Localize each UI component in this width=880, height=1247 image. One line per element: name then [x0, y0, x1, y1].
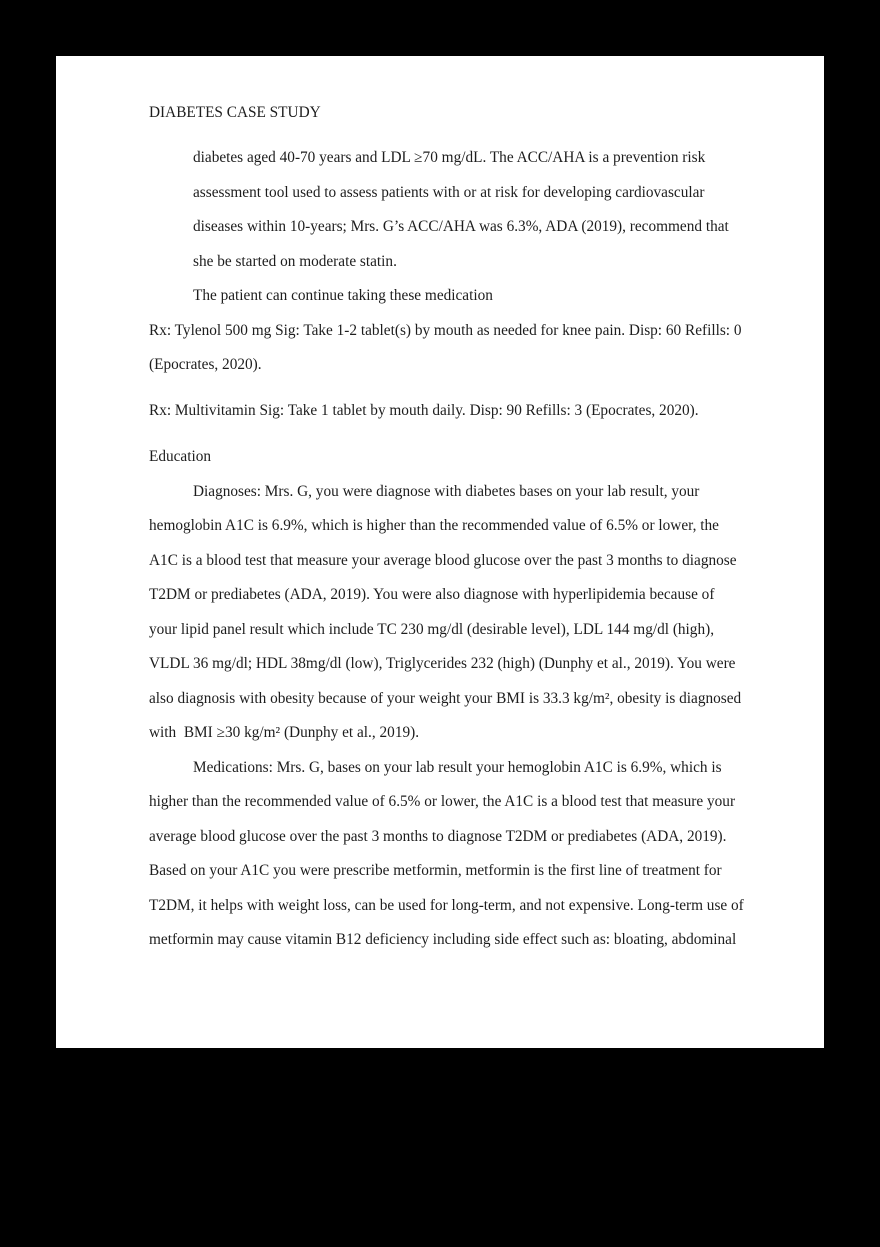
text-line: diabetes aged 40-70 years and LDL ≥70 mg/dL. The ACC/AHA is a prevention risk [193, 149, 706, 166]
text-line: metformin may cause vitamin B12 deficiency including side effect such as: bloating, abdominal [149, 931, 737, 948]
rx-tylenol-paragraph [149, 314, 749, 383]
text-line: VLDL 36 mg/dl; HDL 38mg/dl (low), Triglycerides 232 (high) (Dunphy et al., 2019). You were [149, 655, 736, 672]
text-line: also diagnosis with obesity because of your weight your BMI is 33.3 kg/m², obesity is diagnosed [149, 689, 742, 707]
text-line: Medications: Mrs. G, bases on your lab result your hemoglobin A1C is 6.9%, which is [193, 758, 722, 776]
text-line: Based on your A1C you were prescribe metformin, metformin is the first line of treatment for [149, 862, 722, 879]
continuation-paragraph [149, 141, 749, 279]
rx-multivitamin-paragraph [149, 394, 749, 429]
document-page [56, 56, 824, 1048]
diagnoses-paragraph [149, 475, 749, 751]
text-line: (Epocrates, 2020). [149, 356, 262, 373]
text-line: diseases within 10-years; Mrs. G’s ACC/AHA was 6.3%, ADA (2019), recommend that [193, 218, 729, 235]
text-line: assessment tool used to assess patients with or at risk for developing cardiovascular [193, 183, 705, 201]
text-line: T2DM or prediabetes (ADA, 2019). You were also diagnose with hyperlipidemia because of [149, 586, 715, 603]
text-line: Rx: Multivitamin Sig: Take 1 tablet by mouth daily. Disp: 90 Refills: 3 (Epocrates, 2020). [149, 401, 699, 419]
page-content [149, 96, 749, 958]
text-line: with BMI ≥30 kg/m² (Dunphy et al., 2019). [149, 724, 420, 741]
text-line: Diagnoses: Mrs. G, you were diagnose with diabetes bases on your lab result, your [193, 482, 700, 500]
text-line: The patient can continue taking these medication [193, 287, 493, 304]
running-head: DIABETES CASE STUDY [149, 104, 321, 121]
text-line: hemoglobin A1C is 6.9%, which is higher than the recommended value of 6.5% or lower, the [149, 517, 719, 534]
text-line: she be started on moderate statin. [193, 252, 397, 270]
text-line: A1C is a blood test that measure your average blood glucose over the past 3 months to diagnose [149, 551, 737, 569]
text-line: Rx: Tylenol 500 mg Sig: Take 1-2 tablet(s) by mouth as needed for knee pain. Disp: 60 Refills: 0 [149, 321, 742, 339]
text-line: your lipid panel result which include TC 230 mg/dl (desirable level), LDL 144 mg/dl (high), [149, 620, 715, 638]
education-heading: Education [149, 448, 212, 465]
text-line: average blood glucose over the past 3 months to diagnose T2DM or prediabetes (ADA, 2019). [149, 827, 727, 845]
text-line: higher than the recommended value of 6.5% or lower, the A1C is a blood test that measure your [149, 793, 736, 810]
text-line: T2DM, it helps with weight loss, can be used for long-term, and not expensive. Long-term use of [149, 896, 744, 914]
patient-medication-paragraph [149, 279, 749, 314]
medications-paragraph [149, 751, 749, 958]
